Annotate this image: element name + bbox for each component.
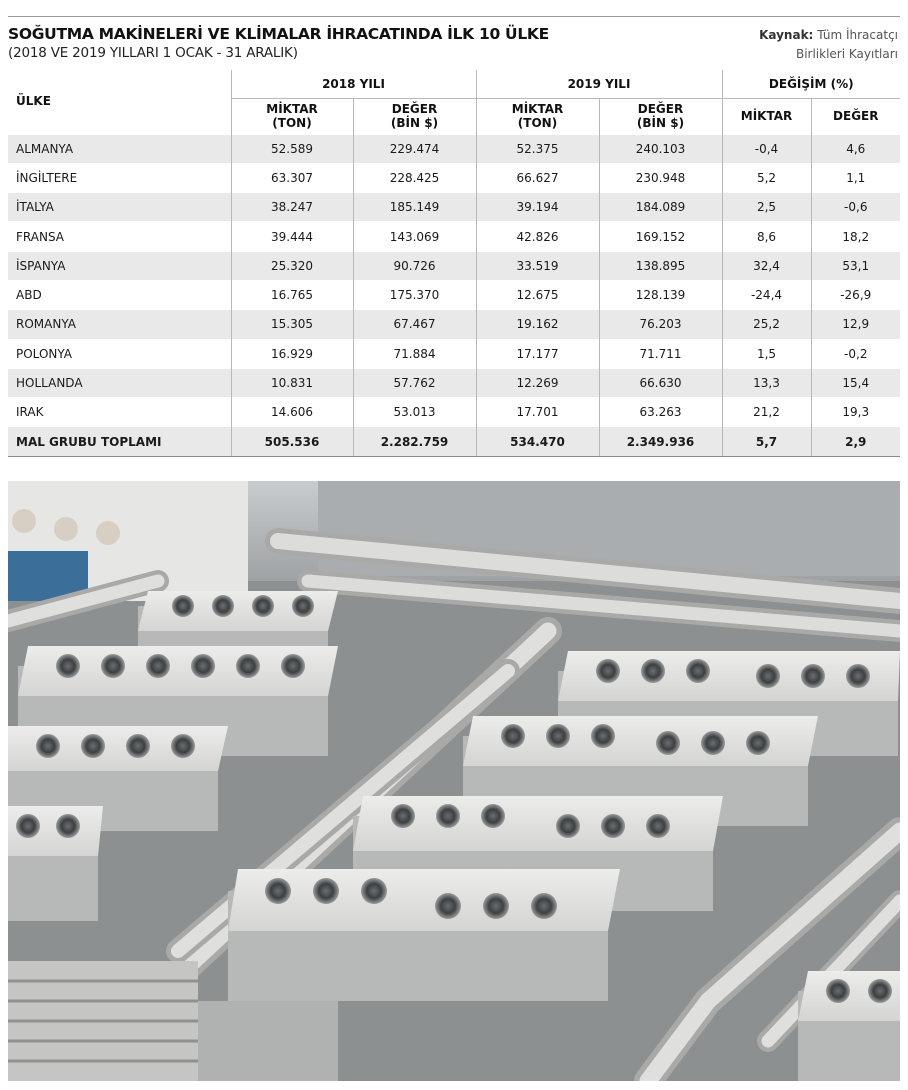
chg-val-cell: 12,9 [811, 310, 900, 339]
satellite-dish [54, 517, 78, 541]
group-2018-header: 2018 YILI [231, 70, 476, 98]
table-row [8, 163, 900, 192]
chg-val-cell: 4,6 [811, 134, 900, 163]
table-row [8, 222, 900, 251]
chg-val-header: DEĞER [811, 98, 900, 134]
chg-qty-cell: -24,4 [722, 280, 811, 309]
chg-qty-cell: -0,4 [722, 134, 811, 163]
country-cell: IRAK [8, 398, 231, 427]
val-2018-cell: 185.149 [353, 193, 476, 222]
chg-val-cell: -26,9 [811, 280, 900, 309]
qty-2019-l1: MİKTAR [511, 102, 564, 116]
chg-qty-cell: 2,5 [722, 193, 811, 222]
val-2018-cell: 53.013 [353, 398, 476, 427]
country-cell: İTALYA [8, 193, 231, 222]
val-2019-cell: 128.139 [599, 280, 722, 309]
qty-2018-l1: MİKTAR [266, 102, 318, 116]
total-val-2018-cell: 2.282.759 [353, 427, 476, 456]
val-2019-cell: 66.630 [599, 368, 722, 397]
satellite-dish [12, 509, 36, 533]
qty-2018-cell: 52.589 [231, 134, 353, 163]
val-2019-cell: 184.089 [599, 193, 722, 222]
page-subtitle: (2018 VE 2019 YILLARI 1 OCAK - 31 ARALIK) [8, 45, 298, 61]
total-chg-qty-cell: 5,7 [722, 427, 811, 456]
table-body [8, 134, 900, 456]
chg-qty-cell: 21,2 [722, 398, 811, 427]
qty-2019-header [476, 98, 599, 134]
table-row [8, 398, 900, 427]
total-qty-2018-cell: 505.536 [231, 427, 353, 456]
qty-2018-cell: 39.444 [231, 222, 353, 251]
chg-qty-cell: 13,3 [722, 368, 811, 397]
chg-val-cell: -0,2 [811, 339, 900, 368]
val-2019-header [599, 98, 722, 134]
country-cell: İNGİLTERE [8, 163, 231, 192]
chg-qty-cell: 25,2 [722, 310, 811, 339]
table-row [8, 134, 900, 163]
qty-2018-cell: 10.831 [231, 368, 353, 397]
table-row [8, 368, 900, 397]
chiller-unit [228, 869, 620, 1001]
val-2019-l1: DEĞER [637, 102, 684, 116]
val-2019-cell: 240.103 [599, 134, 722, 163]
qty-2018-cell: 38.247 [231, 193, 353, 222]
qty-2019-cell: 12.675 [476, 280, 599, 309]
chg-val-cell: -0,6 [811, 193, 900, 222]
qty-2019-cell: 17.701 [476, 398, 599, 427]
qty-2019-cell: 33.519 [476, 251, 599, 280]
page-title: SOĞUTMA MAKİNELERİ VE KLİMALAR İHRACATINDA İLK 10 ÜLKE [8, 25, 549, 43]
qty-2018-cell: 15.305 [231, 310, 353, 339]
val-2019-cell: 169.152 [599, 222, 722, 251]
qty-2018-cell: 16.765 [231, 280, 353, 309]
val-2018-cell: 229.474 [353, 134, 476, 163]
group-change-header: DEĞİŞİM (%) [722, 70, 900, 98]
rooftop-photo-illustration [8, 481, 900, 1081]
val-2018-cell: 143.069 [353, 222, 476, 251]
country-cell: POLONYA [8, 339, 231, 368]
qty-2019-cell: 39.194 [476, 193, 599, 222]
table-row [8, 339, 900, 368]
val-2018-cell: 90.726 [353, 251, 476, 280]
table-row [8, 310, 900, 339]
qty-2019-cell: 52.375 [476, 134, 599, 163]
chg-val-cell: 53,1 [811, 251, 900, 280]
country-cell: HOLLANDA [8, 368, 231, 397]
total-row [8, 427, 900, 456]
val-2018-l1: DEĞER [391, 102, 438, 116]
country-cell: ABD [8, 280, 231, 309]
qty-2019-cell: 42.826 [476, 222, 599, 251]
country-cell: ALMANYA [8, 134, 231, 163]
val-2019-cell: 71.711 [599, 339, 722, 368]
val-2019-cell: 138.895 [599, 251, 722, 280]
qty-2019-cell: 17.177 [476, 339, 599, 368]
qty-2019-cell: 19.162 [476, 310, 599, 339]
chiller-unit [798, 971, 900, 1081]
chiller-unit [8, 806, 103, 921]
val-2019-cell: 76.203 [599, 310, 722, 339]
val-2018-cell: 67.467 [353, 310, 476, 339]
qty-2018-cell: 14.606 [231, 398, 353, 427]
total-chg-val-cell: 2,9 [811, 427, 900, 456]
group-2019-header: 2019 YILI [476, 70, 722, 98]
chg-val-cell: 19,3 [811, 398, 900, 427]
qty-2018-cell: 16.929 [231, 339, 353, 368]
qty-2019-l2: (TON) [517, 116, 558, 130]
val-2018-l2: (BİN $) [390, 116, 439, 130]
chg-qty-header: MİKTAR [722, 98, 811, 134]
total-qty-2019-cell: 534.470 [476, 427, 599, 456]
val-2019-l2: (BİN $) [636, 116, 685, 130]
chg-qty-cell: 8,6 [722, 222, 811, 251]
source-note [759, 26, 898, 64]
export-table [8, 70, 900, 457]
chg-qty-cell: 5,2 [722, 163, 811, 192]
source-label: Kaynak: [759, 28, 814, 42]
source-line2: Birlikleri Kayıtları [795, 47, 898, 61]
chg-qty-cell: 32,4 [722, 251, 811, 280]
val-2019-cell: 230.948 [599, 163, 722, 192]
satellite-dish [96, 521, 120, 545]
chg-val-cell: 18,2 [811, 222, 900, 251]
val-2018-header [353, 98, 476, 134]
qty-2018-l2: (TON) [272, 116, 312, 130]
val-2019-cell: 63.263 [599, 398, 722, 427]
total-country-cell: MAL GRUBU TOPLAMI [8, 427, 231, 456]
val-2018-cell: 57.762 [353, 368, 476, 397]
total-val-2019-cell: 2.349.936 [599, 427, 722, 456]
country-header: ÜLKE [16, 94, 51, 108]
country-cell: ROMANYA [8, 310, 231, 339]
rooftop-chillers-photo [8, 481, 900, 1081]
source-line1: Tüm İhracatçı [817, 28, 898, 42]
qty-2019-cell: 12.269 [476, 368, 599, 397]
qty-2018-cell: 63.307 [231, 163, 353, 192]
val-2018-cell: 71.884 [353, 339, 476, 368]
chg-qty-cell: 1,5 [722, 339, 811, 368]
val-2018-cell: 175.370 [353, 280, 476, 309]
qty-2018-cell: 25.320 [231, 251, 353, 280]
qty-2018-header [231, 98, 353, 134]
top-rule [8, 16, 900, 17]
table-row [8, 193, 900, 222]
country-cell: İSPANYA [8, 251, 231, 280]
table-row [8, 251, 900, 280]
chg-val-cell: 15,4 [811, 368, 900, 397]
qty-2019-cell: 66.627 [476, 163, 599, 192]
chg-val-cell: 1,1 [811, 163, 900, 192]
table-row [8, 280, 900, 309]
country-cell: FRANSA [8, 222, 231, 251]
val-2018-cell: 228.425 [353, 163, 476, 192]
